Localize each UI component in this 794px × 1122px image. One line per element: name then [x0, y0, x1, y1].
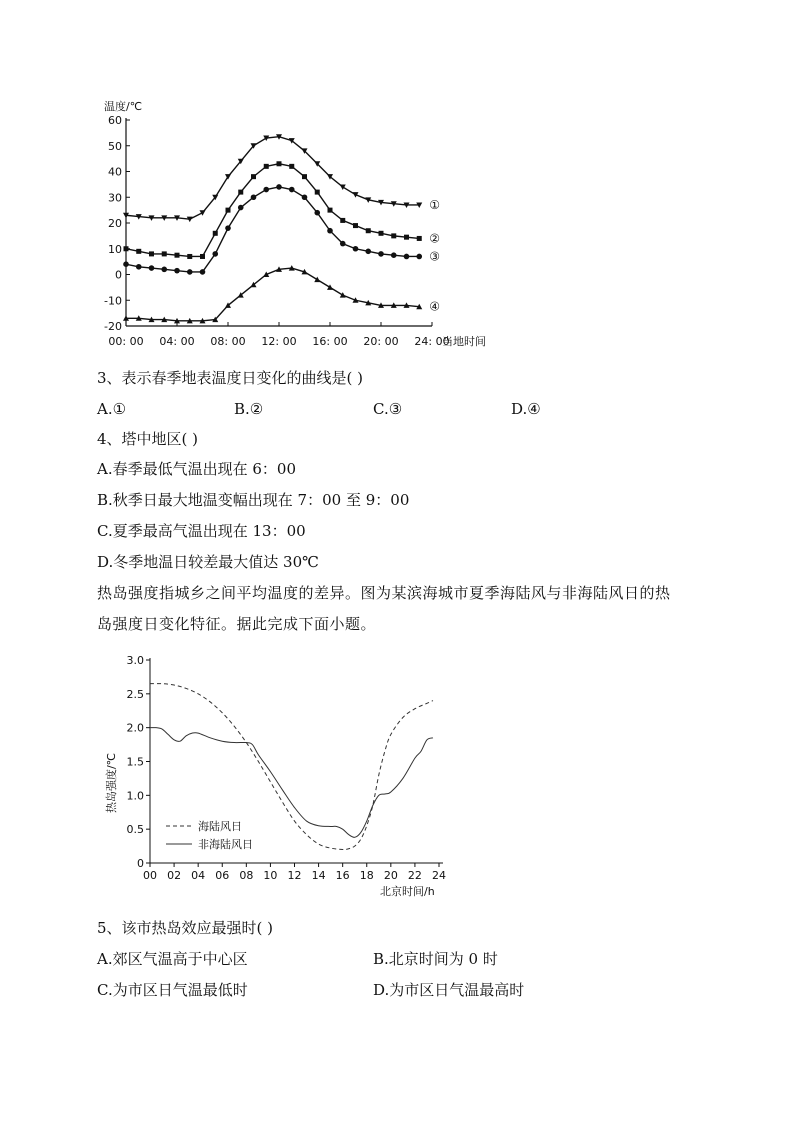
chart1-point [289, 187, 295, 193]
chart1-point [302, 194, 308, 200]
chart1-point [327, 228, 333, 234]
chart2-y-tick-label: 3.0 [126, 654, 144, 667]
chart1-y-tick-label: 30 [108, 191, 122, 205]
chart1-point [391, 252, 397, 258]
chart2-series-sea-land-breeze [150, 684, 433, 850]
chart1-point [212, 251, 218, 257]
chart1-point [327, 284, 333, 290]
chart1-y-tick-label: 10 [108, 242, 122, 256]
chart1-point [404, 235, 409, 240]
chart1-x-tick-label: 16: 00 [312, 335, 348, 348]
chart1-point [314, 277, 320, 283]
question-4-option-b[interactable]: B.秋季日最大地温变幅出现在 7：00 至 9：00 [97, 491, 410, 509]
chart1-point [416, 254, 422, 260]
question-5-option-b[interactable]: B.北京时间为 0 时 [373, 950, 498, 968]
chart1-point [328, 208, 333, 213]
question-3-option-a[interactable]: A.① [97, 400, 127, 418]
question-4-option-c[interactable]: C.夏季最高气温出现在 13：00 [97, 522, 306, 540]
question-5-stem: 5、该市热岛效应最强时( ) [97, 919, 274, 937]
legend-label-sea-land-breeze: 海陆风日 [198, 820, 242, 833]
chart1-point [200, 210, 206, 216]
chart1-marks [123, 134, 440, 323]
chart1-point [365, 249, 371, 255]
chart1-y-tick-label: 0 [115, 268, 122, 282]
chart1-point [136, 249, 141, 254]
question-5-option-a[interactable]: A.郊区气温高于中心区 [97, 950, 248, 968]
question-3-option-d[interactable]: D.④ [511, 400, 541, 418]
chart1-point [289, 164, 294, 169]
chart1-series-label: ③ [429, 249, 441, 264]
chart2-marks [150, 684, 433, 850]
chart2-x-tick-label: 02 [167, 869, 182, 882]
chart1-point [366, 228, 371, 233]
chart1-x-tick-label: 12: 00 [261, 335, 297, 348]
chart1-point [340, 292, 346, 298]
heat-island-intensity-chart [96, 648, 458, 904]
chart2-y-tick-label: 0 [137, 857, 144, 870]
question-4-option-d[interactable]: D.冬季地温日较差最大值达 30℃ [97, 553, 319, 571]
chart1-point [353, 246, 359, 252]
chart1-series-label: ④ [429, 299, 441, 314]
chart1-y-tick-label: 40 [108, 165, 122, 179]
chart1-point [149, 251, 154, 256]
chart2-series-non-sea-land-breeze [150, 728, 433, 838]
chart2-y-tick-label: 0.5 [126, 823, 144, 837]
chart1-x-tick-label: 24: 00 [414, 335, 450, 348]
chart1-point [124, 246, 129, 251]
chart1-point [136, 264, 142, 270]
chart1-point [264, 164, 269, 169]
chart1-y-axis-label: 温度/℃ [104, 100, 143, 113]
chart2-y-tick-label: 2.0 [126, 721, 144, 735]
chart1-point [251, 194, 257, 200]
question-3-stem: 3、表示春季地表温度日变化的曲线是( ) [97, 369, 364, 387]
chart1-point [225, 225, 231, 231]
chart1-y-tick-label: -10 [104, 294, 122, 308]
chart1-point [276, 184, 282, 190]
chart1-point [417, 236, 422, 241]
question-3-option-c[interactable]: C.③ [373, 400, 403, 418]
chart1-point [379, 231, 384, 236]
chart1-series-line [126, 164, 419, 257]
chart1-x-tick-label: 00: 00 [108, 335, 144, 348]
question-4-option-a[interactable]: A.春季最低气温出现在 6：00 [97, 460, 297, 478]
chart1-point [340, 184, 346, 190]
chart1-axes [104, 114, 450, 348]
chart2-x-tick-label: 16 [335, 869, 350, 882]
chart1-y-tick-label: 60 [108, 114, 122, 127]
chart2-axes [127, 654, 447, 882]
chart2-x-tick-label: 18 [359, 869, 374, 882]
chart2-y-tick-label: 1.5 [126, 755, 144, 769]
chart1-point [353, 223, 358, 228]
chart2-x-tick-label: 10 [263, 869, 278, 882]
question-5-option-d[interactable]: D.为市区日气温最高时 [373, 981, 525, 999]
question-5-option-c[interactable]: C.为市区日气温最低时 [97, 981, 248, 999]
chart1-series-line [126, 268, 419, 321]
intro-paragraph-line-2: 岛强度日变化特征。据此完成下面小题。 [97, 615, 377, 633]
chart1-point [277, 161, 282, 166]
chart2-x-tick-label: 20 [383, 869, 398, 882]
chart1-point [263, 187, 269, 193]
intro-paragraph-line-1: 热岛强度指城乡之间平均温度的差异。图为某滨海城市夏季海陆风与非海陆风日的热 [97, 584, 671, 602]
question-4-stem: 4、塔中地区( ) [97, 430, 199, 448]
chart2-x-tick-label: 04 [191, 869, 206, 882]
chart1-point [187, 269, 193, 275]
chart1-point [340, 241, 346, 247]
chart1-series-label: ② [429, 231, 441, 246]
chart1-point [378, 251, 384, 257]
chart1-x-tick-label: 08: 00 [210, 335, 246, 348]
chart2-y-axis-label: 热岛强度/℃ [105, 752, 118, 814]
chart1-point [174, 268, 180, 274]
chart1-point [161, 267, 167, 273]
chart1-point [123, 261, 129, 267]
chart2-x-tick-label: 24 [432, 869, 446, 882]
chart1-series-line [126, 137, 419, 219]
chart1-y-tick-label: -20 [104, 320, 122, 333]
chart1-y-tick-label: 20 [108, 217, 122, 230]
chart2-y-tick-label: 1.0 [126, 789, 144, 803]
chart2-legend [166, 819, 253, 851]
legend-label-non-sea-land-breeze: 非海陆风日 [198, 838, 253, 851]
chart1-point [391, 233, 396, 238]
chart1-x-tick-label: 20: 00 [363, 335, 399, 348]
chart1-point [187, 254, 192, 259]
chart2-x-tick-label: 06 [215, 869, 230, 882]
chart1-point [200, 269, 206, 275]
chart2-x-tick-label: 22 [407, 869, 422, 882]
chart1-series-line [126, 187, 419, 272]
chart2-x-tick-label: 08 [239, 869, 254, 882]
chart1-y-tick-label: 50 [108, 139, 122, 153]
chart1-point [302, 174, 307, 179]
chart1-x-tick-label: 04: 00 [159, 335, 195, 348]
chart2-x-tick-label: 12 [287, 869, 302, 882]
chart2-x-tick-label: 00 [143, 869, 157, 882]
chart1-point [175, 253, 180, 258]
chart2-y-tick-label: 2.5 [126, 687, 144, 701]
chart1-point [238, 205, 244, 211]
chart1-point [315, 190, 320, 195]
surface-temperature-chart [96, 96, 506, 354]
chart1-point [340, 218, 345, 223]
chart1-series-label: ① [429, 197, 441, 212]
chart1-point [314, 210, 320, 216]
chart2-x-tick-label: 14 [311, 869, 326, 882]
chart1-x-axis-label: 当地时间 [442, 335, 486, 348]
chart1-point [251, 174, 256, 179]
chart1-point [226, 208, 231, 213]
chart2-x-axis-label: 北京时间/h [380, 885, 435, 898]
chart1-point [404, 254, 410, 260]
chart1-point [200, 254, 205, 259]
question-3-option-b[interactable]: B.② [234, 400, 264, 418]
chart1-point [162, 251, 167, 256]
chart1-point [213, 231, 218, 236]
chart1-point [149, 265, 155, 271]
chart1-point [238, 190, 243, 195]
